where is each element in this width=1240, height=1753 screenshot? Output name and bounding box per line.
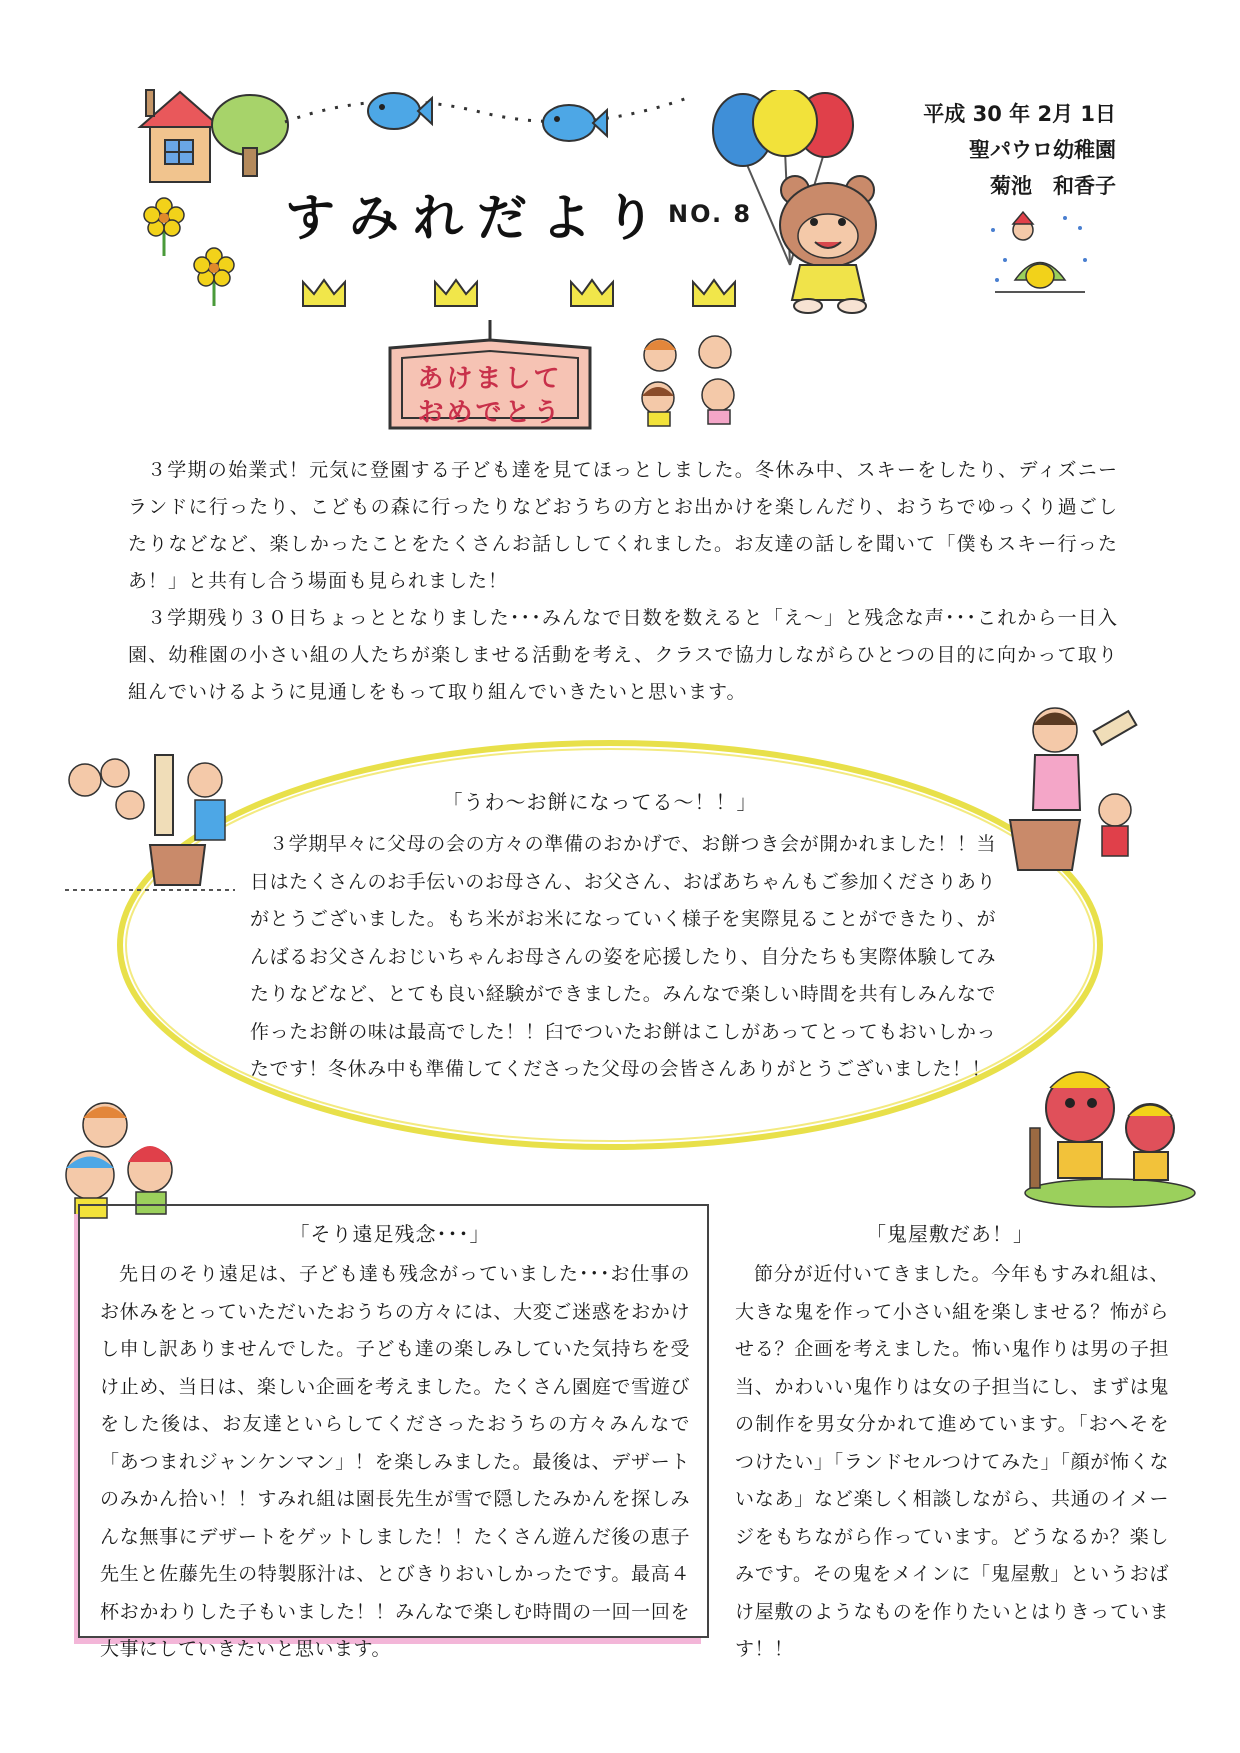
header-meta [923,96,1116,204]
flower-icon [142,196,186,258]
crown-icon [690,278,738,308]
sled-paragraph: 先日のそり遠足は、子ども達も残念がっていました･･･お仕事のお休みをとっていただいたおうちの方々には、大変ご迷惑をおかけし申し訳ありませんでした。子ども達の楽しみしていた気持ちを受け止め、当日は、楽しい企画を考えました。たくさん園庭で雪遊びをした後は、お友達といらしてくださったおうちの方々みんなで「あつまれジャンケンマン」！を楽しみました。最後は、デザートのみかん拾い！！すみれ組は園長先生が雪で隠したみかんを探しみんな無事にデザートをゲットしました！！たくさん遊んだ後の恵子先生と佐藤先生の特製豚汁は、とびきりおいしかったです。最高４杯おかわりした子もいました！！みんなで楽しむ時間の一回一回を大事にしていきたいと思います。 [100,1263,690,1660]
oni-body [735,1256,1169,1669]
crown-icon [300,278,348,308]
author-name: 菊池 和香子 [990,174,1116,198]
intro-text [128,452,1118,711]
sled-body [100,1256,690,1669]
mochi-paragraph: ３学期早々に父母の会の方々の準備のおかげで、お餅つき会が開かれました！！当日はたくさんのお手伝いのお母さん、お父さん、おばあちゃんもご参加くださりありがとうございました。もち米がお米になっていく様子を実際見ることができたり、がんばるお父さんおじいちゃんお母さんの姿を応援したり、自分たちも実際体験してみたりなどなど、とても良い経験ができました。みんなで楽しい時間を共有しみんなで作ったお餅の味は最高でした！！臼でついたお餅はこしがあってとってもおいしかったです！冬休み中も準備してくださった父母の会皆さんありがとうございました！！ [250,833,996,1080]
snow-fairy-icon [985,210,1095,300]
fish-line [280,82,700,142]
intro-paragraph: ３学期の始業式！元気に登園する子ども達を見てほっとしました。冬休み中、スキーをしたり、ディズニーランドに行ったり、こどもの森に行ったりなどおうちの方とお出かけを楽しんだり、おうちでゆっくり過ごしたりなどなど、楽しかったことをたくさんお話ししてくれました。お友達の話しを聞いて「僕もスキー行ったあ！」と共有し合う場面も見られました！ [128,459,1118,592]
oni-paragraph: 節分が近付いてきました。今年もすみれ組は、大きな鬼を作って小さい組を楽しませる？怖がらせる？企画を考えました。怖い鬼作りは男の子担当、かわいい鬼作りは女の子担当にし、まずは鬼の制作を男女分かれて進めています。「おへそをつけたい」「ランドセルつけてみた」「顔が怖くないなあ」など楽しく相談しながら、共通のイメージをもちながら作っています。どうなるか？楽しみです。その鬼をメインに「鬼屋敷」というおばけ屋敷のようなものを作りたいとはりきっています！！ [735,1263,1169,1660]
bear-icon [760,170,910,315]
fish-icon [362,86,434,136]
crown-icon [432,278,480,308]
greeting-sign-line2: おめでとう [417,398,563,428]
newsletter-title: すみれだより [285,189,669,247]
school-name: 聖パウロ幼稚園 [969,138,1116,162]
mochi-heading: 「うわ～お餅になってる～！！」 [442,790,758,814]
intro-paragraph: ３学期残り３０日ちょっととなりました･･･みんなで日数を数えると「え～」と残念な声･･･これから一日入園、幼稚園の小さい組の人たちが楽しませる活動を考え、クラスで協力しながらひとつの目的に向かって取り組んでいけるように見通しをもって取り組んでいきたいと思います。 [128,607,1118,703]
sled-heading: 「そり遠足残念･･･」 [289,1222,491,1246]
fish-icon [537,98,609,148]
issue-number: NO. 8 [668,200,753,228]
crown-icon [568,278,616,308]
children-icon [630,330,750,430]
issue-date: 平成 30 年 2月 1日 [923,102,1116,126]
greeting-sign-line1: あけまして [417,364,563,394]
oni-heading: 「鬼屋敷だあ！」 [866,1222,1034,1246]
mochi-body [250,826,996,1089]
mochi-pounding-icon [55,735,245,895]
mochi-pounding-icon [1000,700,1150,880]
flower-icon [192,246,236,308]
oni-icon [1020,1058,1200,1208]
